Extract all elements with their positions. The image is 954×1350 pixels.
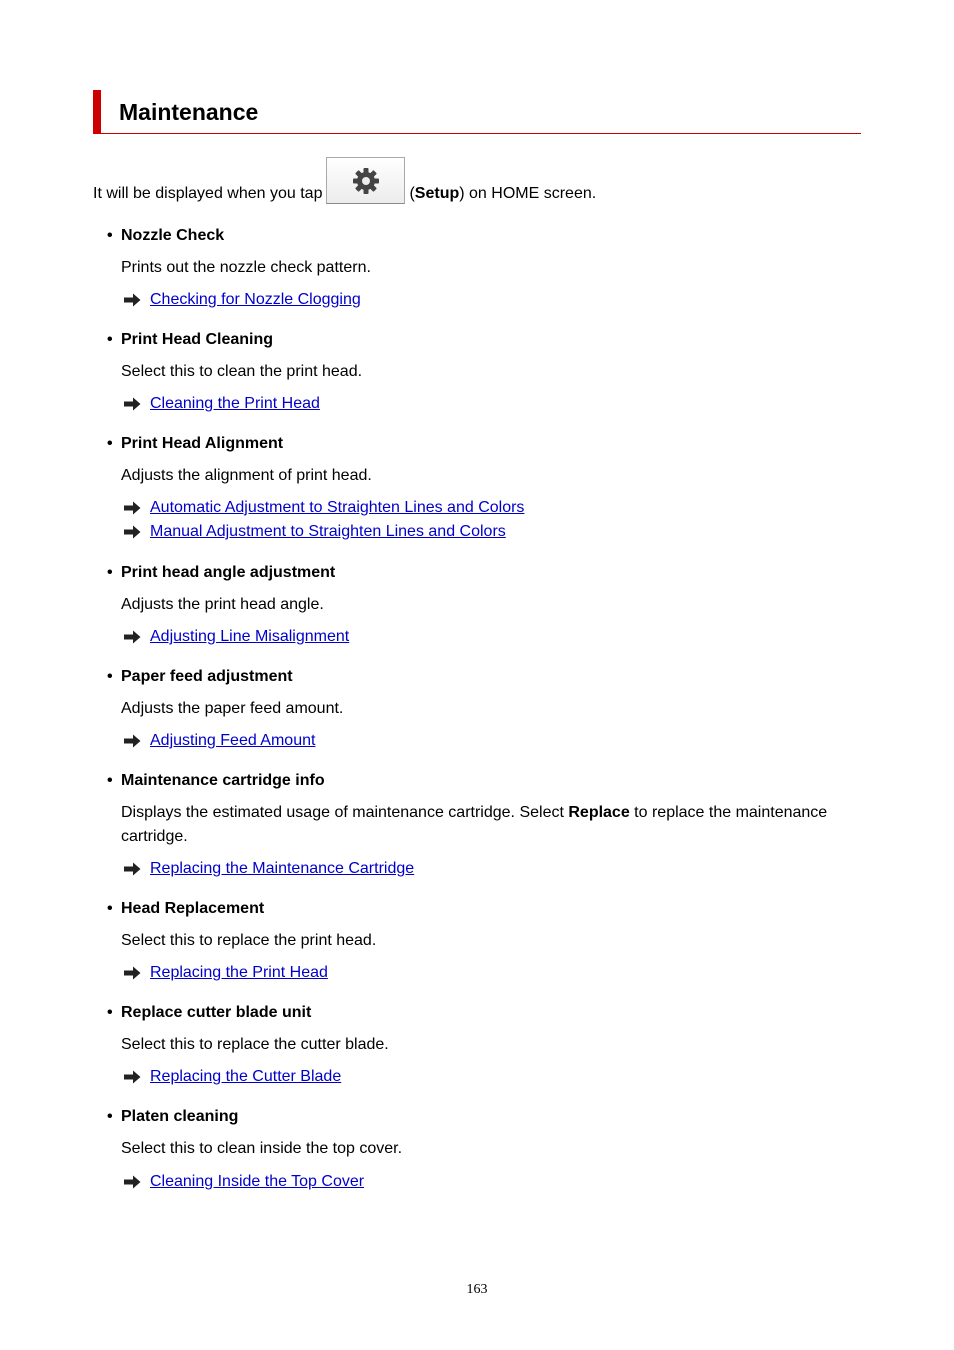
link-row — [124, 498, 524, 518]
item-title-maintenance-cartridge: • Maintenance cartridge info — [121, 771, 325, 791]
link-row — [124, 394, 320, 414]
arrow-right-icon — [124, 966, 141, 980]
link-replacing-print-head[interactable]: Replacing the Print Head — [150, 964, 328, 981]
link-checking-nozzle-clogging[interactable]: Checking for Nozzle Clogging — [150, 291, 361, 308]
arrow-right-icon — [124, 1070, 141, 1084]
gear-icon — [352, 167, 380, 195]
heading-accent-bar — [93, 90, 101, 133]
link-row — [124, 1172, 364, 1192]
replace-label: Replace — [568, 804, 630, 821]
section-heading — [93, 90, 861, 134]
arrow-right-icon — [124, 293, 141, 307]
link-row — [124, 627, 349, 647]
link-automatic-adjustment[interactable]: Automatic Adjustment to Straighten Lines and Colors — [150, 499, 525, 516]
link-cleaning-inside-top-cover[interactable]: Cleaning Inside the Top Cover — [150, 1173, 365, 1190]
link-replacing-cutter-blade[interactable]: Replacing the Cutter Blade — [150, 1068, 342, 1085]
item-title-cutter-blade: • Replace cutter blade unit — [121, 1003, 311, 1023]
intro-text-after: ) on HOME screen. — [459, 185, 597, 202]
arrow-right-icon — [124, 734, 141, 748]
item-desc-cutter-blade: Select this to replace the cutter blade. — [121, 1036, 389, 1053]
page-number: 163 — [466, 1282, 488, 1297]
link-replacing-maintenance-cartridge[interactable]: Replacing the Maintenance Cartridge — [150, 860, 415, 877]
item-title-head-replacement: • Head Replacement — [121, 899, 264, 919]
link-row — [124, 963, 328, 983]
setup-button[interactable] — [326, 157, 405, 204]
item-desc-print-head-alignment: Adjusts the alignment of print head. — [121, 467, 372, 484]
link-row — [124, 731, 315, 751]
intro-open-paren: ( — [409, 185, 415, 202]
item-desc-maintenance-cartridge — [121, 801, 837, 849]
link-adjusting-line-misalignment[interactable]: Adjusting Line Misalignment — [150, 628, 350, 645]
item-title-print-head-cleaning: • Print Head Cleaning — [121, 330, 273, 350]
link-row — [124, 522, 506, 542]
item-title-print-head-angle: • Print head angle adjustment — [121, 563, 335, 583]
item-desc-head-replacement: Select this to replace the print head. — [121, 932, 377, 949]
item-desc-platen-cleaning: Select this to clean inside the top cover. — [121, 1140, 403, 1157]
item-title-paper-feed: • Paper feed adjustment — [121, 667, 293, 687]
item-desc-print-head-cleaning: Select this to clean the print head. — [121, 363, 363, 380]
item-title-nozzle-check: • Nozzle Check — [121, 226, 224, 246]
item-desc-nozzle-check: Prints out the nozzle check pattern. — [121, 259, 371, 276]
link-manual-adjustment[interactable]: Manual Adjustment to Straighten Lines and Colors — [150, 523, 506, 540]
item-title-print-head-alignment: • Print Head Alignment — [121, 434, 283, 454]
arrow-right-icon — [124, 501, 141, 515]
link-adjusting-feed-amount[interactable]: Adjusting Feed Amount — [150, 732, 316, 749]
arrow-right-icon — [124, 397, 141, 411]
link-row — [124, 290, 361, 310]
item-desc-print-head-angle: Adjusts the print head angle. — [121, 596, 324, 613]
link-row — [124, 859, 414, 879]
item-title-platen-cleaning: • Platen cleaning — [121, 1107, 238, 1127]
intro-text-before: It will be displayed when you tap — [93, 185, 323, 202]
arrow-right-icon — [124, 525, 141, 539]
link-cleaning-print-head[interactable]: Cleaning the Print Head — [150, 395, 320, 412]
link-row — [124, 1067, 341, 1087]
setup-label: Setup — [414, 185, 460, 202]
page-title: Maintenance — [119, 99, 259, 125]
arrow-right-icon — [124, 630, 141, 644]
desc-text-after: to replace the maintenance cartridge. — [121, 804, 828, 845]
arrow-right-icon — [124, 862, 141, 876]
intro-paragraph — [93, 152, 596, 204]
arrow-right-icon — [124, 1175, 141, 1189]
item-desc-paper-feed: Adjusts the paper feed amount. — [121, 700, 344, 717]
desc-text-before: Displays the estimated usage of maintenance cartridge. Select — [121, 804, 569, 821]
